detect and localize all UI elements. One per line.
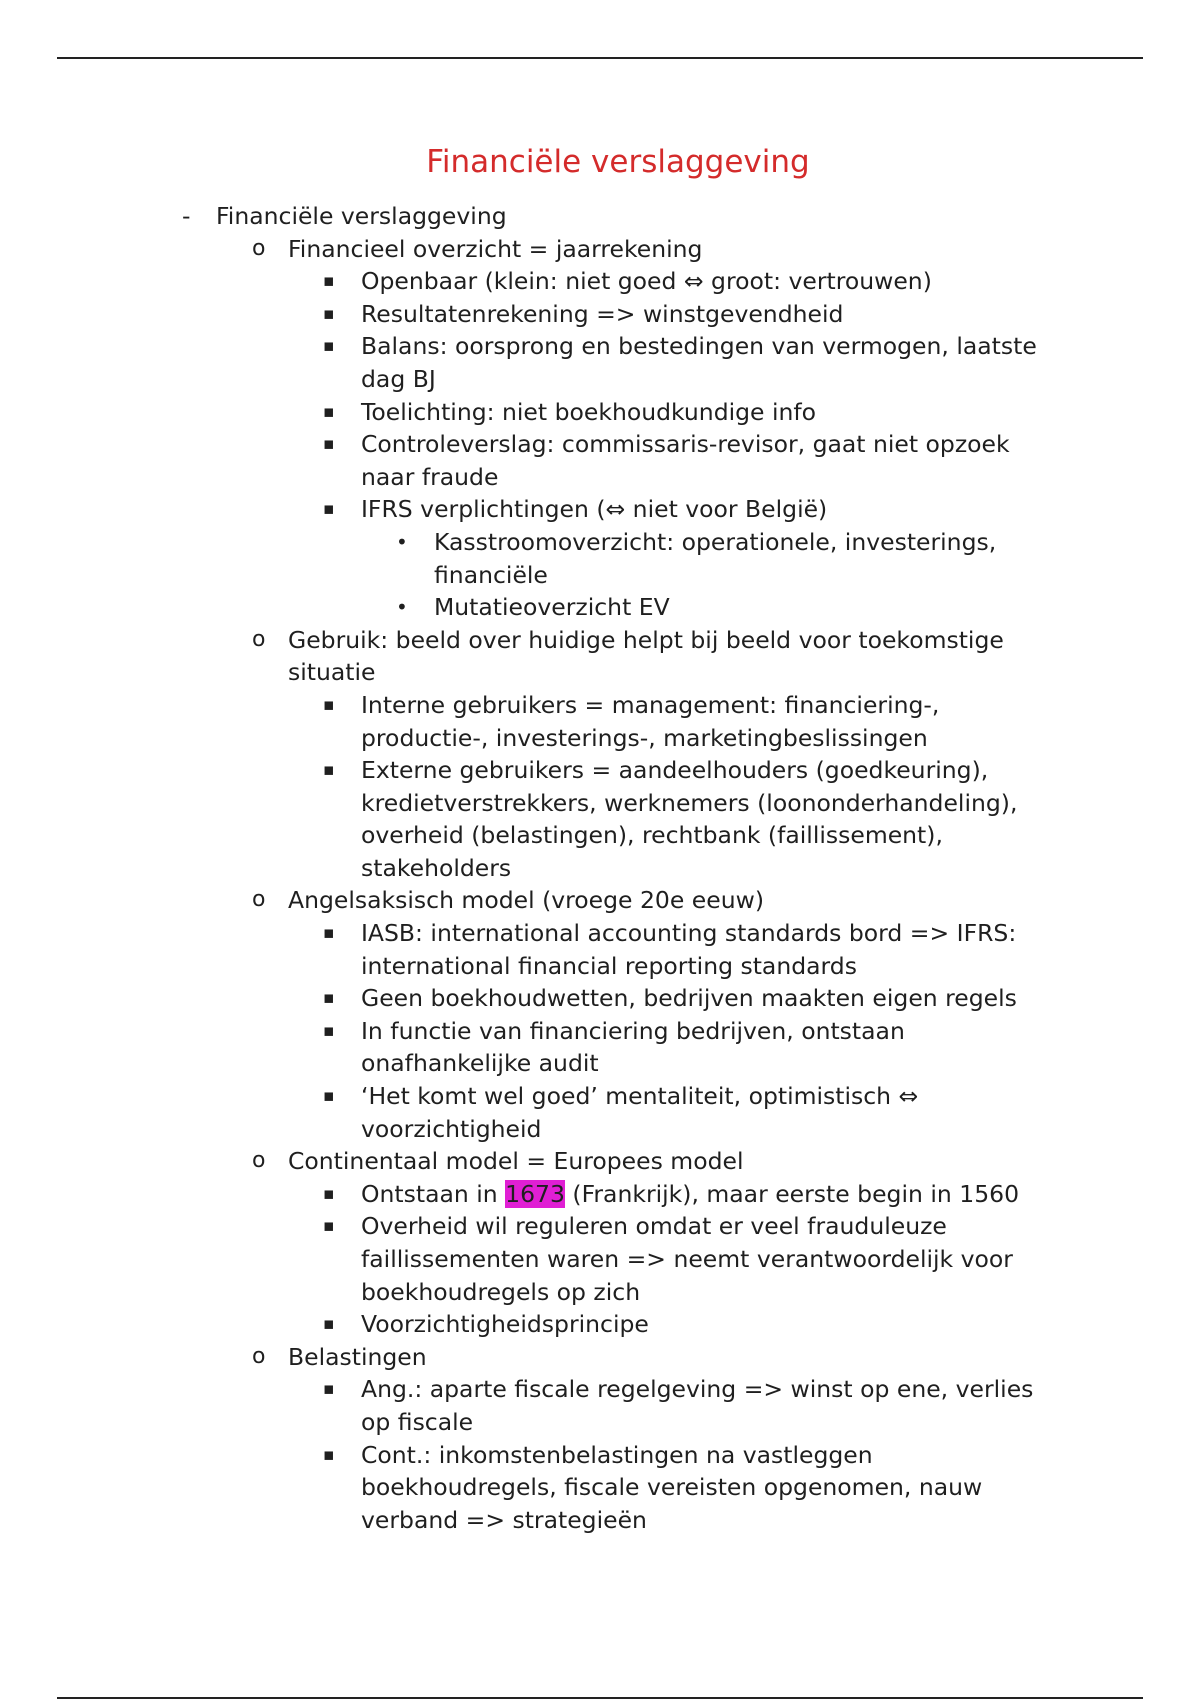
square-bullet-icon: ▪ — [323, 336, 335, 357]
square-bullet-icon: ▪ — [323, 1444, 335, 1465]
section-heading: o Belastingen — [0, 1341, 1200, 1374]
circle-marker: o — [252, 235, 266, 261]
square-bullet-icon: ▪ — [323, 303, 335, 324]
list-item: ▪ IFRS verplichtingen (⇔ niet voor België) — [0, 493, 1200, 526]
sub-list-item: • Mutatieoverzicht EV — [0, 591, 1200, 624]
list-item-continuation: verband => strategieën — [361, 1505, 647, 1534]
page-title: Financiële verslaggeving — [426, 144, 810, 180]
square-bullet-icon: ▪ — [323, 1379, 335, 1400]
list-item: ▪ ‘Het komt wel goed’ mentaliteit, optimistisch ⇔ — [0, 1080, 1200, 1113]
list-item: ▪ Externe gebruikers = aandeelhouders (goedkeuring), — [0, 754, 1200, 787]
square-bullet-icon: ▪ — [323, 434, 335, 455]
list-item: ▪ In functie van financiering bedrijven, ontstaan — [0, 1015, 1200, 1048]
list-item: ▪ Interne gebruikers = management: financiering-, — [0, 689, 1200, 722]
circle-marker: o — [252, 1343, 266, 1369]
sub-list-item: • Kasstroomoverzicht: operationele, investerings, — [0, 526, 1200, 559]
list-item-continuation: kredietverstrekkers, werknemers (loononderhandeling), — [361, 788, 1018, 817]
square-bullet-icon: ▪ — [323, 988, 335, 1009]
square-bullet-icon: ▪ — [323, 1020, 335, 1041]
square-bullet-icon: ▪ — [323, 1314, 335, 1335]
circle-marker: o — [252, 1148, 266, 1174]
section-heading: o Continentaal model = Europees model — [0, 1145, 1200, 1178]
list-item: ▪ Resultatenrekening => winstgevendheid — [0, 298, 1200, 331]
top-rule — [57, 57, 1143, 59]
square-bullet-icon: ▪ — [323, 271, 335, 292]
list-item-continuation: voorzichtigheid — [361, 1114, 542, 1143]
circle-marker: o — [252, 626, 266, 652]
list-item: ▪ Cont.: inkomstenbelastingen na vastleggen — [0, 1439, 1200, 1472]
outline — [0, 200, 1200, 1536]
list-item: ▪ Balans: oorsprong en bestedingen van vermogen, laatste — [0, 330, 1200, 363]
round-bullet-icon: • — [396, 595, 408, 620]
list-item-continuation: faillissementen waren => neemt verantwoordelijk voor — [361, 1245, 1013, 1273]
list-item: ▪ Openbaar (klein: niet goed ⇔ groot: vertrouwen) — [0, 265, 1200, 298]
round-bullet-icon: • — [396, 529, 408, 554]
section-heading: o Financieel overzicht = jaarrekening — [0, 233, 1200, 266]
section-heading-continuation: situatie — [288, 658, 376, 687]
list-item-continuation: boekhoudregels, fiscale vereisten opgenomen, nauw — [361, 1473, 983, 1502]
square-bullet-icon: ▪ — [323, 1183, 335, 1204]
section-heading: o Gebruik: beeld over huidige helpt bij beeld voor toekomstige — [0, 624, 1200, 657]
list-item-continuation: stakeholders — [361, 853, 512, 882]
section-heading: o Angelsaksisch model (vroege 20e eeuw) — [0, 884, 1200, 917]
square-bullet-icon: ▪ — [323, 499, 335, 520]
list-item-continuation: productie-, investerings-, marketingbeslissingen — [361, 723, 928, 752]
list-item-continuation: dag BJ — [361, 364, 436, 393]
list-item-continuation: boekhoudregels op zich — [361, 1277, 641, 1306]
square-bullet-icon: ▪ — [323, 694, 335, 715]
outline-item: - Financiële verslaggeving — [0, 200, 1200, 233]
list-item: ▪ Geen boekhoudwetten, bedrijven maakten eigen regels — [0, 982, 1200, 1015]
list-item-continuation: overheid (belastingen), rechtbank (faillissement), — [361, 821, 943, 850]
list-item-continuation: op fiscale — [361, 1407, 474, 1436]
list-item: ▪ Ang.: aparte fiscale regelgeving => winst op ene, verlies — [0, 1373, 1200, 1406]
circle-marker: o — [252, 887, 266, 913]
square-bullet-icon: ▪ — [323, 1216, 335, 1237]
sub-list-item-continuation: financiële — [434, 560, 548, 589]
highlighted-year: 1673 — [505, 1179, 565, 1208]
list-item: ▪ Overheid wil reguleren omdat er veel frauduleuze — [0, 1210, 1200, 1243]
square-bullet-icon: ▪ — [323, 923, 335, 944]
list-item: ▪ Controleverslag: commissaris-revisor, gaat niet opzoek — [0, 428, 1200, 461]
bottom-rule — [57, 1697, 1143, 1699]
list-item: ▪ IASB: international accounting standards bord => IFRS: — [0, 917, 1200, 950]
square-bullet-icon: ▪ — [323, 401, 335, 422]
dash-marker: - — [182, 202, 191, 230]
list-item-continuation: onafhankelijke audit — [361, 1049, 599, 1078]
list-item: ▪ Toelichting: niet boekhoudkundige info — [0, 396, 1200, 429]
list-item-continuation: international financial reporting standards — [361, 951, 857, 980]
list-item: ▪ Voorzichtigheidsprincipe — [0, 1308, 1200, 1341]
square-bullet-icon: ▪ — [323, 760, 335, 781]
square-bullet-icon: ▪ — [323, 1086, 335, 1107]
list-item-continuation: naar fraude — [361, 462, 499, 491]
list-item: ▪ Ontstaan in 1673 (Frankrijk), maar eerste begin in 1560 — [0, 1178, 1200, 1211]
